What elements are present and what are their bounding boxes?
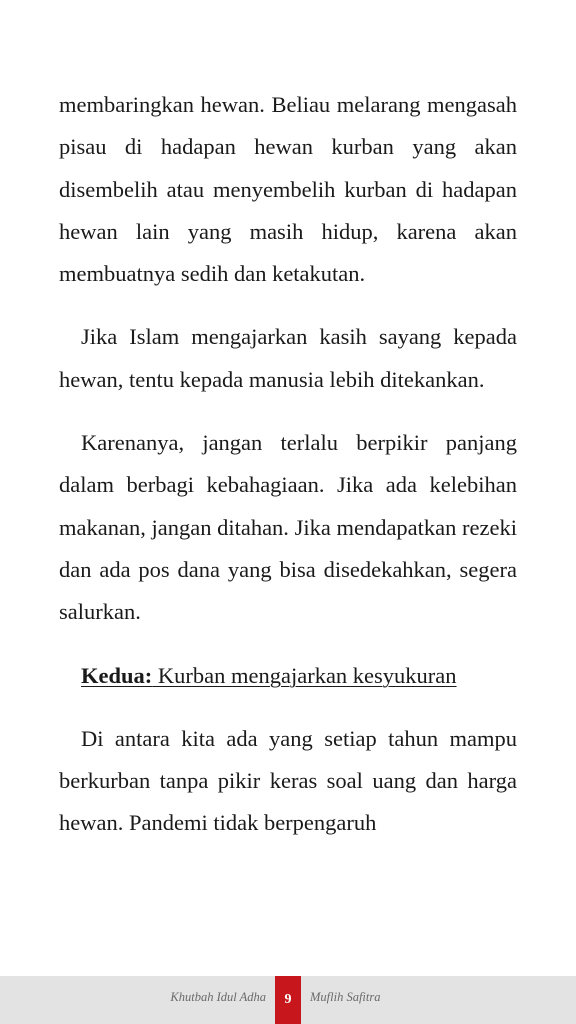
page-body: [59, 84, 517, 845]
paragraph-1: membaringkan hewan. Beliau melarang mengasah pisau di hadapan hewan kurban yang akan disembelih atau menyembelih kurban di hadapan hewan lain yang masih hidup, karena akan membuatnya sedih dan ketakutan.: [59, 92, 517, 287]
section-heading-label: Kedua:: [81, 662, 153, 688]
footer-author: Muflih Safitra: [310, 990, 381, 1004]
section-heading-text: Kurban mengajarkan kesyukuran: [152, 662, 457, 688]
paragraph-4: Di antara kita ada yang setiap tahun mampu berkurban tanpa pikir keras soal uang dan harga hewan. Pandemi tidak berpengaruh: [59, 725, 517, 836]
page-footer: [0, 976, 576, 1024]
paragraph-3: Karenanya, jangan terlalu berpikir panjang dalam berbagi kebahagiaan. Jika ada kelebihan makanan, jangan ditahan. Jika mendapatkan rezeki dan ada pos dana yang bisa disedekahkan, segera salurkan.: [59, 430, 517, 625]
footer-book-title: Khutbah Idul Adha: [170, 990, 266, 1004]
section-heading: [59, 655, 517, 697]
page-number: 9: [275, 976, 301, 1024]
paragraph-2: Jika Islam mengajarkan kasih sayang kepada hewan, tentu kepada manusia lebih ditekankan.: [59, 324, 517, 392]
